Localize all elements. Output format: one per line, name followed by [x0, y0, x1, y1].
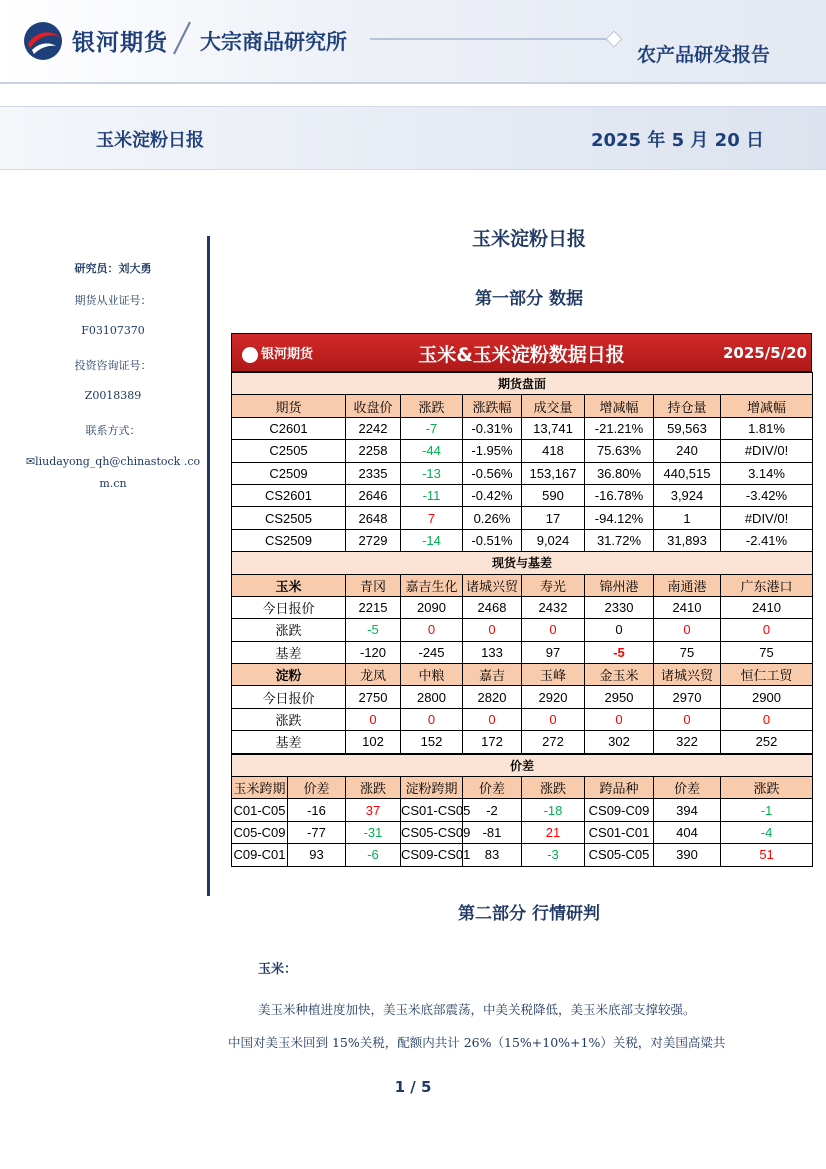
table-cell: 75	[654, 641, 721, 663]
table-cell: 价差	[654, 777, 721, 799]
report-name: 玉米淀粉日报	[96, 130, 204, 151]
table-cell: 增减幅	[721, 395, 813, 417]
table-cell: 2950	[585, 686, 654, 708]
table-cell: -245	[401, 641, 463, 663]
analysis-paragraph-2: 中国对美玉米回到 15%关税，配额内共计 26%（15%+10%+1%）关税，对美国高粱共	[228, 1035, 726, 1050]
table-cell: 南通港	[654, 574, 721, 596]
table-cell: 玉米跨期	[232, 777, 288, 799]
table-cell: -7	[401, 417, 463, 439]
section-header: 期货盘面	[232, 373, 813, 395]
table-cell: 恒仁工贸	[721, 664, 813, 686]
table-cell: 440,515	[654, 462, 721, 484]
advisory-label: 投资咨询证号：	[74, 359, 152, 372]
table-cell: CS2509	[232, 529, 346, 551]
table-cell: 持仓量	[654, 395, 721, 417]
table-cell: 诸城兴贸	[654, 664, 721, 686]
section-title-analysis: 第二部分 行情研判	[458, 904, 600, 924]
table-cell: 172	[463, 731, 522, 753]
table-cell: 诸城兴贸	[463, 574, 522, 596]
table-cell: 2215	[346, 596, 401, 618]
table-cell: C05-C09	[232, 821, 288, 843]
table-cell: 涨跌	[346, 777, 401, 799]
table-cell: 36.80%	[585, 462, 654, 484]
futures-row	[232, 484, 813, 506]
table-cell: 17	[522, 507, 585, 529]
section-header: 现货与基差	[232, 552, 813, 574]
table-cell: 基差	[232, 731, 346, 753]
table-logo: 银河期货	[242, 343, 313, 363]
report-date: 2025 年 5 月 20 日	[590, 130, 764, 151]
table-cell: -2	[463, 799, 522, 821]
table-cell: -2.41%	[721, 529, 813, 551]
table-cell: -44	[401, 440, 463, 462]
table-cell: 金玉米	[585, 664, 654, 686]
table-cell: -18	[522, 799, 585, 821]
table-cell: CS09-CS01	[401, 844, 463, 866]
table-cell: 9,024	[522, 529, 585, 551]
table-cell: -81	[463, 821, 522, 843]
table-cell: 2648	[346, 507, 401, 529]
decorative-line	[370, 38, 610, 40]
table-banner	[231, 333, 812, 372]
table-cell: 322	[654, 731, 721, 753]
table-cell: 锦州港	[585, 574, 654, 596]
header-divider	[0, 82, 826, 84]
table-cell: 394	[654, 799, 721, 821]
table-cell: 2729	[346, 529, 401, 551]
table-cell: C01-C05	[232, 799, 288, 821]
table-cell: 0.26%	[463, 507, 522, 529]
table-cell: 75.63%	[585, 440, 654, 462]
cert-label: 期货从业证号：	[74, 294, 152, 307]
table-cell: 涨跌	[232, 619, 346, 641]
table-cell: #DIV/0!	[721, 507, 813, 529]
email-line-2[interactable]: m.cn	[99, 477, 127, 490]
table-title: 玉米&玉米淀粉数据日报	[418, 344, 625, 366]
table-cell: 7	[401, 507, 463, 529]
table-cell: -3.42%	[721, 484, 813, 506]
table-cell: 2820	[463, 686, 522, 708]
page-title: 玉米淀粉日报	[471, 228, 586, 250]
table-cell: 嘉吉	[463, 664, 522, 686]
table-cell: 今日报价	[232, 596, 346, 618]
table-cell: -0.31%	[463, 417, 522, 439]
table-cell: 0	[463, 708, 522, 730]
corn-label: 玉米：	[258, 962, 298, 977]
table-cell: C2601	[232, 417, 346, 439]
researcher-name: 研究员：刘大勇	[74, 262, 152, 275]
table-cell: 102	[346, 731, 401, 753]
analysis-paragraph-1: 美玉米种植进度加快，美玉米底部震荡，中美关税降低，美玉米底部支撑较强。	[258, 1002, 696, 1017]
table-cell: 0	[463, 619, 522, 641]
table-cell: 2900	[721, 686, 813, 708]
table-cell: 0	[585, 619, 654, 641]
table-cell: 玉峰	[522, 664, 585, 686]
table-cell: 涨跌幅	[463, 395, 522, 417]
table-cell: #DIV/0!	[721, 440, 813, 462]
table-cell: 31.72%	[585, 529, 654, 551]
futures-section-row	[232, 373, 813, 395]
table-cell: -13	[401, 462, 463, 484]
table-cell: 0	[522, 619, 585, 641]
table-cell: 2242	[346, 417, 401, 439]
section-title-data: 第一部分 数据	[475, 289, 583, 309]
table-cell: -0.42%	[463, 484, 522, 506]
table-cell: 1.81%	[721, 417, 813, 439]
report-type: 农产品研发报告	[636, 44, 770, 66]
table-cell: 2646	[346, 484, 401, 506]
email-line-1[interactable]: ✉liudayong_qh@chinastock .co	[25, 455, 201, 468]
spot-section-row	[232, 552, 813, 574]
futures-row	[232, 529, 813, 551]
table-cell: 240	[654, 440, 721, 462]
futures-row	[232, 417, 813, 439]
table-cell: -0.56%	[463, 462, 522, 484]
futures-table	[231, 372, 813, 754]
table-cell: 13,741	[522, 417, 585, 439]
data-table	[231, 333, 812, 867]
spread-row	[232, 821, 813, 843]
table-cell: 价差	[288, 777, 346, 799]
slash-divider-icon	[170, 18, 194, 58]
table-cell: -21.21%	[585, 417, 654, 439]
table-cell: 97	[522, 641, 585, 663]
corn-header-row	[232, 574, 813, 596]
advisory-number: Z0018389	[84, 389, 142, 402]
corn-basis-row	[232, 641, 813, 663]
table-cell: 增减幅	[585, 395, 654, 417]
table-cell: 今日报价	[232, 686, 346, 708]
table-cell: CS05-CS09	[401, 821, 463, 843]
table-cell: C2509	[232, 462, 346, 484]
table-cell: CS2601	[232, 484, 346, 506]
table-cell: 0	[721, 708, 813, 730]
table-cell: 淀粉	[232, 664, 346, 686]
table-cell: 93	[288, 844, 346, 866]
table-cell: 152	[401, 731, 463, 753]
table-date: 2025/5/20	[722, 344, 807, 362]
futures-row	[232, 440, 813, 462]
table-cell: 83	[463, 844, 522, 866]
table-cell: -11	[401, 484, 463, 506]
table-cell: 涨跌	[522, 777, 585, 799]
table-cell: 153,167	[522, 462, 585, 484]
table-cell: 中粮	[401, 664, 463, 686]
contact-label: 联系方式：	[85, 424, 141, 437]
table-cell: 0	[721, 619, 813, 641]
spread-row	[232, 844, 813, 866]
spread-row	[232, 799, 813, 821]
table-cell: 涨跌	[232, 708, 346, 730]
table-cell: 淀粉跨期	[401, 777, 463, 799]
table-cell: 2920	[522, 686, 585, 708]
table-cell: 133	[463, 641, 522, 663]
page-number: 1 / 5	[394, 1078, 432, 1096]
mail-icon: ✉	[25, 455, 36, 468]
starch-header-row	[232, 664, 813, 686]
table-cell: 涨跌	[401, 395, 463, 417]
table-cell: 2432	[522, 596, 585, 618]
table-cell: 75	[721, 641, 813, 663]
table-cell: -3	[522, 844, 585, 866]
table-cell: 0	[401, 708, 463, 730]
table-cell: 590	[522, 484, 585, 506]
table-cell: -5	[585, 641, 654, 663]
galaxy-logo-icon	[22, 20, 64, 62]
table-cell: 龙凤	[346, 664, 401, 686]
table-cell: -1	[721, 799, 813, 821]
table-cell: -120	[346, 641, 401, 663]
table-cell: 价差	[463, 777, 522, 799]
starch-price-row	[232, 686, 813, 708]
starch-change-row	[232, 708, 813, 730]
table-cell: 418	[522, 440, 585, 462]
table-cell: 0	[401, 619, 463, 641]
table-cell: CS05-C05	[585, 844, 654, 866]
table-cell: -77	[288, 821, 346, 843]
table-cell: 青冈	[346, 574, 401, 596]
table-cell: 基差	[232, 641, 346, 663]
company-name: 银河期货	[72, 30, 168, 56]
table-cell: 51	[721, 844, 813, 866]
sidebar-divider	[207, 236, 210, 896]
table-cell: CS09-C09	[585, 799, 654, 821]
table-cell: 2750	[346, 686, 401, 708]
table-cell: -0.51%	[463, 529, 522, 551]
table-cell: C09-C01	[232, 844, 288, 866]
futures-row	[232, 507, 813, 529]
table-cell: 0	[346, 708, 401, 730]
table-cell: 2258	[346, 440, 401, 462]
corn-price-row	[232, 596, 813, 618]
table-cell: 0	[585, 708, 654, 730]
table-cell: 272	[522, 731, 585, 753]
futures-header-row	[232, 395, 813, 417]
table-cell: 2970	[654, 686, 721, 708]
corn-change-row	[232, 619, 813, 641]
starch-basis-row	[232, 731, 813, 753]
table-cell: 寿光	[522, 574, 585, 596]
table-cell: 37	[346, 799, 401, 821]
table-cell: 3,924	[654, 484, 721, 506]
table-cell: 252	[721, 731, 813, 753]
table-cell: 2410	[721, 596, 813, 618]
spread-header-row	[232, 777, 813, 799]
table-cell: 收盘价	[346, 395, 401, 417]
table-cell: 2800	[401, 686, 463, 708]
table-cell: 302	[585, 731, 654, 753]
table-cell: -31	[346, 821, 401, 843]
table-cell: -4	[721, 821, 813, 843]
table-cell: 59,563	[654, 417, 721, 439]
table-cell: 0	[654, 708, 721, 730]
table-cell: -6	[346, 844, 401, 866]
table-cell: 3.14%	[721, 462, 813, 484]
spread-table	[231, 754, 813, 867]
table-cell: 嘉吉生化	[401, 574, 463, 596]
table-cell: -5	[346, 619, 401, 641]
table-cell: 2330	[585, 596, 654, 618]
cert-number: F03107370	[81, 324, 145, 337]
table-cell: -1.95%	[463, 440, 522, 462]
table-cell: 2090	[401, 596, 463, 618]
table-cell: 390	[654, 844, 721, 866]
table-cell: CS01-CS05	[401, 799, 463, 821]
table-cell: 0	[522, 708, 585, 730]
table-cell: -94.12%	[585, 507, 654, 529]
table-cell: 广东港口	[721, 574, 813, 596]
table-cell: 2335	[346, 462, 401, 484]
institute-name: 大宗商品研究所	[200, 30, 347, 54]
futures-row	[232, 462, 813, 484]
table-cell: C2505	[232, 440, 346, 462]
table-cell: 期货	[232, 395, 346, 417]
table-cell: CS01-C01	[585, 821, 654, 843]
table-cell: 0	[654, 619, 721, 641]
table-cell: 跨品种	[585, 777, 654, 799]
table-cell: 1	[654, 507, 721, 529]
table-cell: 21	[522, 821, 585, 843]
table-cell: 2410	[654, 596, 721, 618]
table-cell: -14	[401, 529, 463, 551]
table-cell: -16.78%	[585, 484, 654, 506]
table-cell: 玉米	[232, 574, 346, 596]
table-cell: 404	[654, 821, 721, 843]
table-cell: 成交量	[522, 395, 585, 417]
table-cell: 涨跌	[721, 777, 813, 799]
table-cell: 31,893	[654, 529, 721, 551]
table-cell: 2468	[463, 596, 522, 618]
section-header: 价差	[232, 754, 813, 776]
table-cell: -16	[288, 799, 346, 821]
spread-section-row	[232, 754, 813, 776]
table-cell: CS2505	[232, 507, 346, 529]
